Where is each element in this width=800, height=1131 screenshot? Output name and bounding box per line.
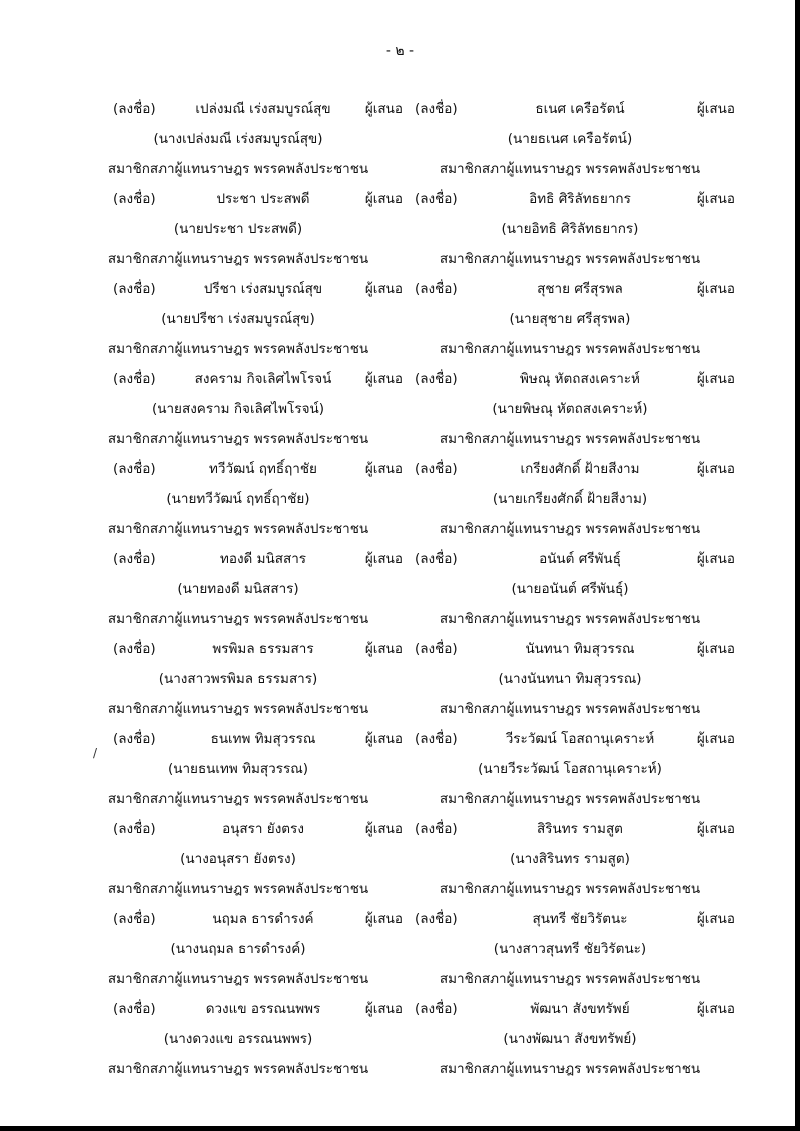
proposer-label: ผู้เสนอ bbox=[364, 281, 403, 297]
signature-entry bbox=[405, 814, 735, 904]
stray-pen-mark: / bbox=[93, 746, 98, 760]
sign-label: (ลงชื่อ) bbox=[415, 191, 458, 207]
sign-label: (ลงชื่อ) bbox=[415, 461, 458, 477]
signature-entry bbox=[405, 904, 735, 994]
party-affiliation: สมาชิกสภาผู้แทนราษฎร พรรคพลังประชาชน bbox=[107, 251, 369, 267]
signature-entry bbox=[73, 994, 403, 1084]
proposer-label: ผู้เสนอ bbox=[364, 731, 403, 747]
signer-full-name: (นางนันทนา ทิมสุวรรณ) bbox=[498, 671, 642, 687]
party-affiliation: สมาชิกสภาผู้แทนราษฎร พรรคพลังประชาชน bbox=[439, 971, 701, 987]
signature-entry bbox=[405, 94, 735, 184]
signature-entry bbox=[73, 724, 403, 814]
proposer-label: ผู้เสนอ bbox=[364, 911, 403, 927]
signature-line bbox=[405, 724, 735, 754]
sign-label: (ลงชื่อ) bbox=[113, 641, 156, 657]
sign-label: (ลงชื่อ) bbox=[113, 551, 156, 567]
signer-name: ทองดี มนิสสาร bbox=[219, 551, 307, 567]
signature-line bbox=[405, 904, 735, 934]
party-affiliation: สมาชิกสภาผู้แทนราษฎร พรรคพลังประชาชน bbox=[107, 161, 369, 177]
signature-entry bbox=[405, 364, 735, 454]
party-affiliation: สมาชิกสภาผู้แทนราษฎร พรรคพลังประชาชน bbox=[107, 881, 369, 897]
party-affiliation: สมาชิกสภาผู้แทนราษฎร พรรคพลังประชาชน bbox=[107, 1061, 369, 1077]
party-affiliation: สมาชิกสภาผู้แทนราษฎร พรรคพลังประชาชน bbox=[107, 791, 369, 807]
signer-name: สิรินทร รามสูต bbox=[537, 821, 623, 837]
sign-label: (ลงชื่อ) bbox=[415, 731, 458, 747]
sign-label: (ลงชื่อ) bbox=[113, 461, 156, 477]
party-affiliation: สมาชิกสภาผู้แทนราษฎร พรรคพลังประชาชน bbox=[439, 341, 701, 357]
sign-label: (ลงชื่อ) bbox=[415, 821, 458, 837]
party-affiliation: สมาชิกสภาผู้แทนราษฎร พรรคพลังประชาชน bbox=[439, 161, 701, 177]
signature-entry bbox=[405, 454, 735, 544]
signature-line bbox=[405, 634, 735, 664]
proposer-label: ผู้เสนอ bbox=[696, 911, 735, 927]
signer-name: นันทนา ทิมสุวรรณ bbox=[525, 641, 635, 657]
proposer-label: ผู้เสนอ bbox=[364, 191, 403, 207]
proposer-label: ผู้เสนอ bbox=[364, 101, 403, 117]
sign-label: (ลงชื่อ) bbox=[415, 371, 458, 387]
sign-label: (ลงชื่อ) bbox=[113, 731, 156, 747]
sign-label: (ลงชื่อ) bbox=[113, 821, 156, 837]
proposer-label: ผู้เสนอ bbox=[364, 461, 403, 477]
signer-name: อนุสรา ยังตรง bbox=[222, 821, 304, 837]
signer-name: อิทธิ ศิริลัทธยากร bbox=[529, 191, 631, 207]
signature-line bbox=[73, 814, 403, 844]
signature-entry bbox=[73, 274, 403, 364]
signer-full-name: (นายปรีชา เร่งสมบูรณ์สุข) bbox=[161, 311, 315, 327]
signature-line bbox=[405, 184, 735, 214]
signer-full-name: (นางสาวพรพิมล ธรรมสาร) bbox=[158, 671, 318, 687]
signature-line bbox=[73, 904, 403, 934]
signature-line bbox=[73, 94, 403, 124]
party-affiliation: สมาชิกสภาผู้แทนราษฎร พรรคพลังประชาชน bbox=[107, 701, 369, 717]
proposer-label: ผู้เสนอ bbox=[696, 191, 735, 207]
signature-line bbox=[405, 94, 735, 124]
sign-label: (ลงชื่อ) bbox=[415, 1001, 458, 1017]
proposer-label: ผู้เสนอ bbox=[696, 641, 735, 657]
sign-label: (ลงชื่อ) bbox=[415, 101, 458, 117]
signer-name: อนันต์ ศรีพันธุ์ bbox=[539, 551, 621, 567]
sign-label: (ลงชื่อ) bbox=[113, 911, 156, 927]
sign-label: (ลงชื่อ) bbox=[113, 101, 156, 117]
party-affiliation: สมาชิกสภาผู้แทนราษฎร พรรคพลังประชาชน bbox=[439, 791, 701, 807]
proposer-label: ผู้เสนอ bbox=[364, 551, 403, 567]
signature-line bbox=[405, 274, 735, 304]
signer-name: ปรีชา เร่งสมบูรณ์สุข bbox=[203, 281, 323, 297]
signature-line bbox=[73, 184, 403, 214]
proposer-label: ผู้เสนอ bbox=[696, 371, 735, 387]
signature-entry bbox=[73, 184, 403, 274]
proposer-label: ผู้เสนอ bbox=[364, 1001, 403, 1017]
party-affiliation: สมาชิกสภาผู้แทนราษฎร พรรคพลังประชาชน bbox=[439, 701, 701, 717]
signer-full-name: (นายพิษณุ หัตถสงเคราะห์) bbox=[492, 401, 648, 417]
signer-full-name: (นางพัฒนา สังขทรัพย์) bbox=[503, 1031, 637, 1047]
signature-line bbox=[73, 634, 403, 664]
signer-name: สงคราม กิจเลิศไพโรจน์ bbox=[194, 371, 332, 387]
party-affiliation: สมาชิกสภาผู้แทนราษฎร พรรคพลังประชาชน bbox=[439, 1061, 701, 1077]
signature-entry bbox=[405, 544, 735, 634]
signer-full-name: (นายทวีวัฒน์ ฤทธิ์ฤาชัย) bbox=[166, 491, 310, 507]
party-affiliation: สมาชิกสภาผู้แทนราษฎร พรรคพลังประชาชน bbox=[439, 431, 701, 447]
signer-name: ธนเทพ ทิมสุวรรณ bbox=[210, 731, 316, 747]
signer-full-name: (นายประชา ประสพดี) bbox=[173, 221, 303, 237]
signature-entry bbox=[405, 184, 735, 274]
signer-name: สุนทรี ชัยวิรัตนะ bbox=[532, 911, 628, 927]
signer-name: นฤมล ธารดำรงค์ bbox=[212, 911, 314, 927]
signer-full-name: (นายสงคราม กิจเลิศไพโรจน์) bbox=[151, 401, 324, 417]
signer-full-name: (นางเปล่งมณี เร่งสมบูรณ์สุข) bbox=[153, 131, 323, 147]
sign-label: (ลงชื่อ) bbox=[415, 911, 458, 927]
signature-line bbox=[73, 724, 403, 754]
party-affiliation: สมาชิกสภาผู้แทนราษฎร พรรคพลังประชาชน bbox=[439, 521, 701, 537]
sign-label: (ลงชื่อ) bbox=[415, 551, 458, 567]
signature-line bbox=[73, 544, 403, 574]
signer-full-name: (นางสาวสุนทรี ชัยวิรัตนะ) bbox=[493, 941, 647, 957]
signature-entry bbox=[73, 904, 403, 994]
signature-entry bbox=[405, 994, 735, 1084]
proposer-label: ผู้เสนอ bbox=[364, 821, 403, 837]
proposer-label: ผู้เสนอ bbox=[696, 551, 735, 567]
signer-name: ทวีวัฒน์ ฤทธิ์ฤาชัย bbox=[209, 461, 317, 477]
sign-label: (ลงชื่อ) bbox=[415, 281, 458, 297]
signature-entry bbox=[73, 454, 403, 544]
signer-name: วีระวัฒน์ โอสถานุเคราะห์ bbox=[505, 731, 655, 747]
sign-label: (ลงชื่อ) bbox=[113, 371, 156, 387]
signer-name: ธเนศ เครือรัตน์ bbox=[535, 101, 625, 117]
signature-line bbox=[405, 364, 735, 394]
left-signature-column bbox=[73, 94, 403, 1084]
signature-line bbox=[73, 454, 403, 484]
signer-full-name: (นายสุชาย ศรีสุรพล) bbox=[509, 311, 631, 327]
signer-full-name: (นางดวงแข อรรณนพพร) bbox=[163, 1031, 313, 1047]
proposer-label: ผู้เสนอ bbox=[696, 821, 735, 837]
page-number: - ๒ - bbox=[385, 43, 415, 59]
signer-name: ประชา ประสพดี bbox=[216, 191, 310, 207]
sign-label: (ลงชื่อ) bbox=[113, 281, 156, 297]
signer-full-name: (นายอนันต์ ศรีพันธุ์) bbox=[511, 581, 629, 597]
signer-full-name: (นายวีระวัฒน์ โอสถานุเคราะห์) bbox=[478, 761, 662, 777]
signature-line bbox=[73, 274, 403, 304]
proposer-label: ผู้เสนอ bbox=[696, 281, 735, 297]
signature-entry bbox=[73, 544, 403, 634]
signer-full-name: (นายธเนศ เครือรัตน์) bbox=[507, 131, 633, 147]
signer-name: เปล่งมณี เร่งสมบูรณ์สุข bbox=[195, 101, 331, 117]
sign-label: (ลงชื่อ) bbox=[113, 1001, 156, 1017]
proposer-label: ผู้เสนอ bbox=[696, 1001, 735, 1017]
party-affiliation: สมาชิกสภาผู้แทนราษฎร พรรคพลังประชาชน bbox=[107, 611, 369, 627]
signature-entry bbox=[73, 94, 403, 184]
signer-name: พัฒนา สังขทรัพย์ bbox=[530, 1001, 630, 1017]
proposer-label: ผู้เสนอ bbox=[696, 461, 735, 477]
sign-label: (ลงชื่อ) bbox=[113, 191, 156, 207]
signer-name: ดวงแข อรรณนพพร bbox=[205, 1001, 321, 1017]
signature-entry bbox=[405, 634, 735, 724]
signature-line bbox=[73, 994, 403, 1024]
signature-entry bbox=[73, 364, 403, 454]
signer-full-name: (นายเกรียงศักดิ์ ฝ้ายสีงาม) bbox=[492, 491, 648, 507]
signer-full-name: (นายอิทธิ ศิริลัทธยากร) bbox=[501, 221, 639, 237]
signer-full-name: (นางนฤมล ธารดำรงค์) bbox=[170, 941, 306, 957]
proposer-label: ผู้เสนอ bbox=[696, 731, 735, 747]
party-affiliation: สมาชิกสภาผู้แทนราษฎร พรรคพลังประชาชน bbox=[439, 611, 701, 627]
signature-entry bbox=[73, 634, 403, 724]
signer-name: เกรียงศักดิ์ ฝ้ายสีงาม bbox=[520, 461, 640, 477]
signer-full-name: (นางสิรินทร รามสูต) bbox=[510, 851, 630, 867]
signer-full-name: (นายทองดี มนิสสาร) bbox=[177, 581, 299, 597]
proposer-label: ผู้เสนอ bbox=[364, 641, 403, 657]
signature-entry bbox=[73, 814, 403, 904]
party-affiliation: สมาชิกสภาผู้แทนราษฎร พรรคพลังประชาชน bbox=[439, 881, 701, 897]
signer-full-name: (นางอนุสรา ยังตรง) bbox=[180, 851, 296, 867]
signer-name: สุชาย ศรีสุรพล bbox=[537, 281, 623, 297]
party-affiliation: สมาชิกสภาผู้แทนราษฎร พรรคพลังประชาชน bbox=[107, 341, 369, 357]
signer-name: พรพิมล ธรรมสาร bbox=[212, 641, 314, 657]
signature-line bbox=[405, 544, 735, 574]
signature-line bbox=[405, 814, 735, 844]
party-affiliation: สมาชิกสภาผู้แทนราษฎร พรรคพลังประชาชน bbox=[107, 971, 369, 987]
sign-label: (ลงชื่อ) bbox=[415, 641, 458, 657]
signature-line bbox=[73, 364, 403, 394]
proposer-label: ผู้เสนอ bbox=[696, 101, 735, 117]
proposer-label: ผู้เสนอ bbox=[364, 371, 403, 387]
right-signature-column bbox=[405, 94, 735, 1084]
signature-line bbox=[405, 454, 735, 484]
signer-name: พิษณุ หัตถสงเคราะห์ bbox=[520, 371, 640, 387]
party-affiliation: สมาชิกสภาผู้แทนราษฎร พรรคพลังประชาชน bbox=[107, 521, 369, 537]
signer-full-name: (นายธนเทพ ทิมสุวรรณ) bbox=[167, 761, 309, 777]
signature-entry bbox=[405, 274, 735, 364]
party-affiliation: สมาชิกสภาผู้แทนราษฎร พรรคพลังประชาชน bbox=[107, 431, 369, 447]
party-affiliation: สมาชิกสภาผู้แทนราษฎร พรรคพลังประชาชน bbox=[439, 251, 701, 267]
signature-line bbox=[405, 994, 735, 1024]
signature-entry bbox=[405, 724, 735, 814]
